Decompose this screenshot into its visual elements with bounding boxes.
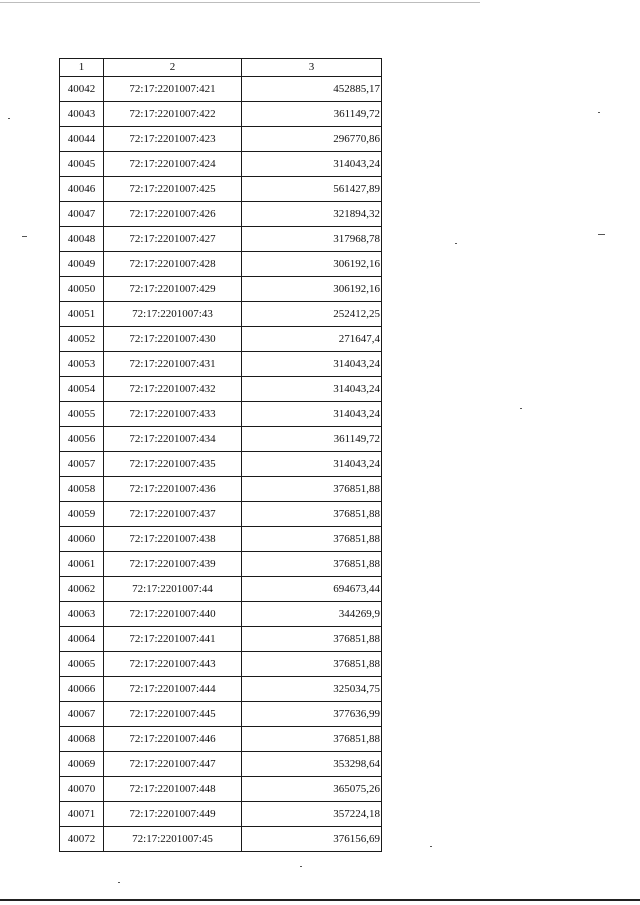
cadastral-value-cell: 306192,16	[242, 252, 382, 277]
table-row	[60, 502, 382, 527]
cadastral-number-cell: 72:17:2201007:431	[104, 352, 242, 377]
cadastral-value-cell: 376851,88	[242, 527, 382, 552]
cadastral-value-cell: 317968,78	[242, 227, 382, 252]
row-number-cell: 40050	[60, 277, 104, 302]
cadastral-number-cell: 72:17:2201007:426	[104, 202, 242, 227]
cadastral-number-cell: 72:17:2201007:432	[104, 377, 242, 402]
cadastral-number-cell: 72:17:2201007:430	[104, 327, 242, 352]
cadastral-value-cell: 314043,24	[242, 152, 382, 177]
row-number-cell: 40071	[60, 802, 104, 827]
table-row	[60, 202, 382, 227]
table-row	[60, 727, 382, 752]
table-row	[60, 802, 382, 827]
table-row	[60, 352, 382, 377]
cadastral-value-cell: 314043,24	[242, 352, 382, 377]
column-header-1: 1	[60, 59, 104, 77]
row-number-cell: 40058	[60, 477, 104, 502]
cadastral-number-cell: 72:17:2201007:446	[104, 727, 242, 752]
cadastral-value-cell: 314043,24	[242, 402, 382, 427]
row-number-cell: 40042	[60, 77, 104, 102]
cadastral-number-cell: 72:17:2201007:434	[104, 427, 242, 452]
cadastral-number-cell: 72:17:2201007:443	[104, 652, 242, 677]
row-number-cell: 40048	[60, 227, 104, 252]
table-row	[60, 827, 382, 852]
cadastral-number-cell: 72:17:2201007:427	[104, 227, 242, 252]
row-number-cell: 40047	[60, 202, 104, 227]
scan-speck	[598, 112, 600, 113]
table-row	[60, 477, 382, 502]
row-number-cell: 40056	[60, 427, 104, 452]
scan-speck	[455, 243, 457, 244]
table-row	[60, 227, 382, 252]
cadastral-number-cell: 72:17:2201007:436	[104, 477, 242, 502]
column-header-2: 2	[104, 59, 242, 77]
table-row	[60, 702, 382, 727]
cadastral-number-cell: 72:17:2201007:440	[104, 602, 242, 627]
table-row	[60, 252, 382, 277]
scan-speck	[520, 408, 522, 409]
table-row	[60, 152, 382, 177]
row-number-cell: 40068	[60, 727, 104, 752]
table-row	[60, 327, 382, 352]
cadastral-number-cell: 72:17:2201007:429	[104, 277, 242, 302]
table-row	[60, 602, 382, 627]
table-row	[60, 552, 382, 577]
row-number-cell: 40072	[60, 827, 104, 852]
table-row	[60, 677, 382, 702]
cadastral-number-cell: 72:17:2201007:425	[104, 177, 242, 202]
scan-top-edge-line	[0, 2, 480, 3]
cadastral-value-cell: 376156,69	[242, 827, 382, 852]
row-number-cell: 40064	[60, 627, 104, 652]
cadastral-number-cell: 72:17:2201007:445	[104, 702, 242, 727]
table-row	[60, 277, 382, 302]
cadastral-value-cell: 376851,88	[242, 652, 382, 677]
table-row	[60, 527, 382, 552]
cadastral-number-cell: 72:17:2201007:449	[104, 802, 242, 827]
row-number-cell: 40060	[60, 527, 104, 552]
cadastral-value-cell: 325034,75	[242, 677, 382, 702]
row-number-cell: 40070	[60, 777, 104, 802]
table-row	[60, 452, 382, 477]
scan-speck	[300, 866, 302, 867]
cadastral-value-cell: 271647,4	[242, 327, 382, 352]
cadastral-value-cell: 306192,16	[242, 277, 382, 302]
table-row	[60, 177, 382, 202]
cadastral-number-cell: 72:17:2201007:424	[104, 152, 242, 177]
row-number-cell: 40046	[60, 177, 104, 202]
row-number-cell: 40063	[60, 602, 104, 627]
cadastral-value-cell: 314043,24	[242, 377, 382, 402]
cadastral-value-cell: 376851,88	[242, 552, 382, 577]
table-row	[60, 777, 382, 802]
cadastral-value-cell: 361149,72	[242, 427, 382, 452]
row-number-cell: 40059	[60, 502, 104, 527]
cadastral-number-cell: 72:17:2201007:435	[104, 452, 242, 477]
table-row	[60, 102, 382, 127]
cadastral-number-cell: 72:17:2201007:437	[104, 502, 242, 527]
cadastral-value-cell: 376851,88	[242, 727, 382, 752]
cadastral-value-cell: 321894,32	[242, 202, 382, 227]
row-number-cell: 40069	[60, 752, 104, 777]
row-number-cell: 40043	[60, 102, 104, 127]
cadastral-value-cell: 694673,44	[242, 577, 382, 602]
table-header-row	[60, 59, 382, 77]
row-number-cell: 40055	[60, 402, 104, 427]
scan-speck	[598, 234, 605, 235]
cadastral-value-cell: 314043,24	[242, 452, 382, 477]
cadastral-number-cell: 72:17:2201007:428	[104, 252, 242, 277]
cadastral-value-cell: 353298,64	[242, 752, 382, 777]
row-number-cell: 40066	[60, 677, 104, 702]
table-row	[60, 402, 382, 427]
cadastral-number-cell: 72:17:2201007:441	[104, 627, 242, 652]
cadastral-number-cell: 72:17:2201007:45	[104, 827, 242, 852]
table-row	[60, 127, 382, 152]
cadastral-value-cell: 452885,17	[242, 77, 382, 102]
row-number-cell: 40061	[60, 552, 104, 577]
table-row	[60, 627, 382, 652]
row-number-cell: 40052	[60, 327, 104, 352]
cadastral-number-cell: 72:17:2201007:448	[104, 777, 242, 802]
table-row	[60, 752, 382, 777]
cadastral-value-cell: 365075,26	[242, 777, 382, 802]
cadastral-value-cell: 252412,25	[242, 302, 382, 327]
cadastral-value-cell: 361149,72	[242, 102, 382, 127]
cadastral-number-cell: 72:17:2201007:44	[104, 577, 242, 602]
cadastral-number-cell: 72:17:2201007:421	[104, 77, 242, 102]
cadastral-value-cell: 344269,9	[242, 602, 382, 627]
cadastral-number-cell: 72:17:2201007:433	[104, 402, 242, 427]
row-number-cell: 40062	[60, 577, 104, 602]
row-number-cell: 40065	[60, 652, 104, 677]
scan-bottom-edge-line	[0, 899, 640, 901]
row-number-cell: 40057	[60, 452, 104, 477]
cadastral-number-cell: 72:17:2201007:444	[104, 677, 242, 702]
table-row	[60, 577, 382, 602]
row-number-cell: 40045	[60, 152, 104, 177]
column-header-3: 3	[242, 59, 382, 77]
cadastral-number-cell: 72:17:2201007:438	[104, 527, 242, 552]
table-body	[60, 77, 382, 852]
table-row	[60, 652, 382, 677]
cadastral-value-cell: 377636,99	[242, 702, 382, 727]
cadastral-value-cell: 561427,89	[242, 177, 382, 202]
cadastral-value-cell: 376851,88	[242, 502, 382, 527]
cadastral-value-table	[59, 58, 382, 852]
table-row	[60, 377, 382, 402]
scan-speck	[430, 846, 432, 847]
scan-speck	[22, 236, 27, 237]
cadastral-value-cell: 357224,18	[242, 802, 382, 827]
table-row	[60, 302, 382, 327]
cadastral-number-cell: 72:17:2201007:439	[104, 552, 242, 577]
row-number-cell: 40067	[60, 702, 104, 727]
table-row	[60, 77, 382, 102]
cadastral-number-cell: 72:17:2201007:423	[104, 127, 242, 152]
row-number-cell: 40049	[60, 252, 104, 277]
scan-speck	[8, 118, 10, 119]
row-number-cell: 40051	[60, 302, 104, 327]
cadastral-number-cell: 72:17:2201007:447	[104, 752, 242, 777]
row-number-cell: 40044	[60, 127, 104, 152]
row-number-cell: 40053	[60, 352, 104, 377]
cadastral-value-cell: 296770,86	[242, 127, 382, 152]
table-row	[60, 427, 382, 452]
cadastral-number-cell: 72:17:2201007:422	[104, 102, 242, 127]
scan-speck	[118, 882, 120, 883]
cadastral-number-cell: 72:17:2201007:43	[104, 302, 242, 327]
cadastral-value-cell: 376851,88	[242, 477, 382, 502]
row-number-cell: 40054	[60, 377, 104, 402]
cadastral-value-cell: 376851,88	[242, 627, 382, 652]
